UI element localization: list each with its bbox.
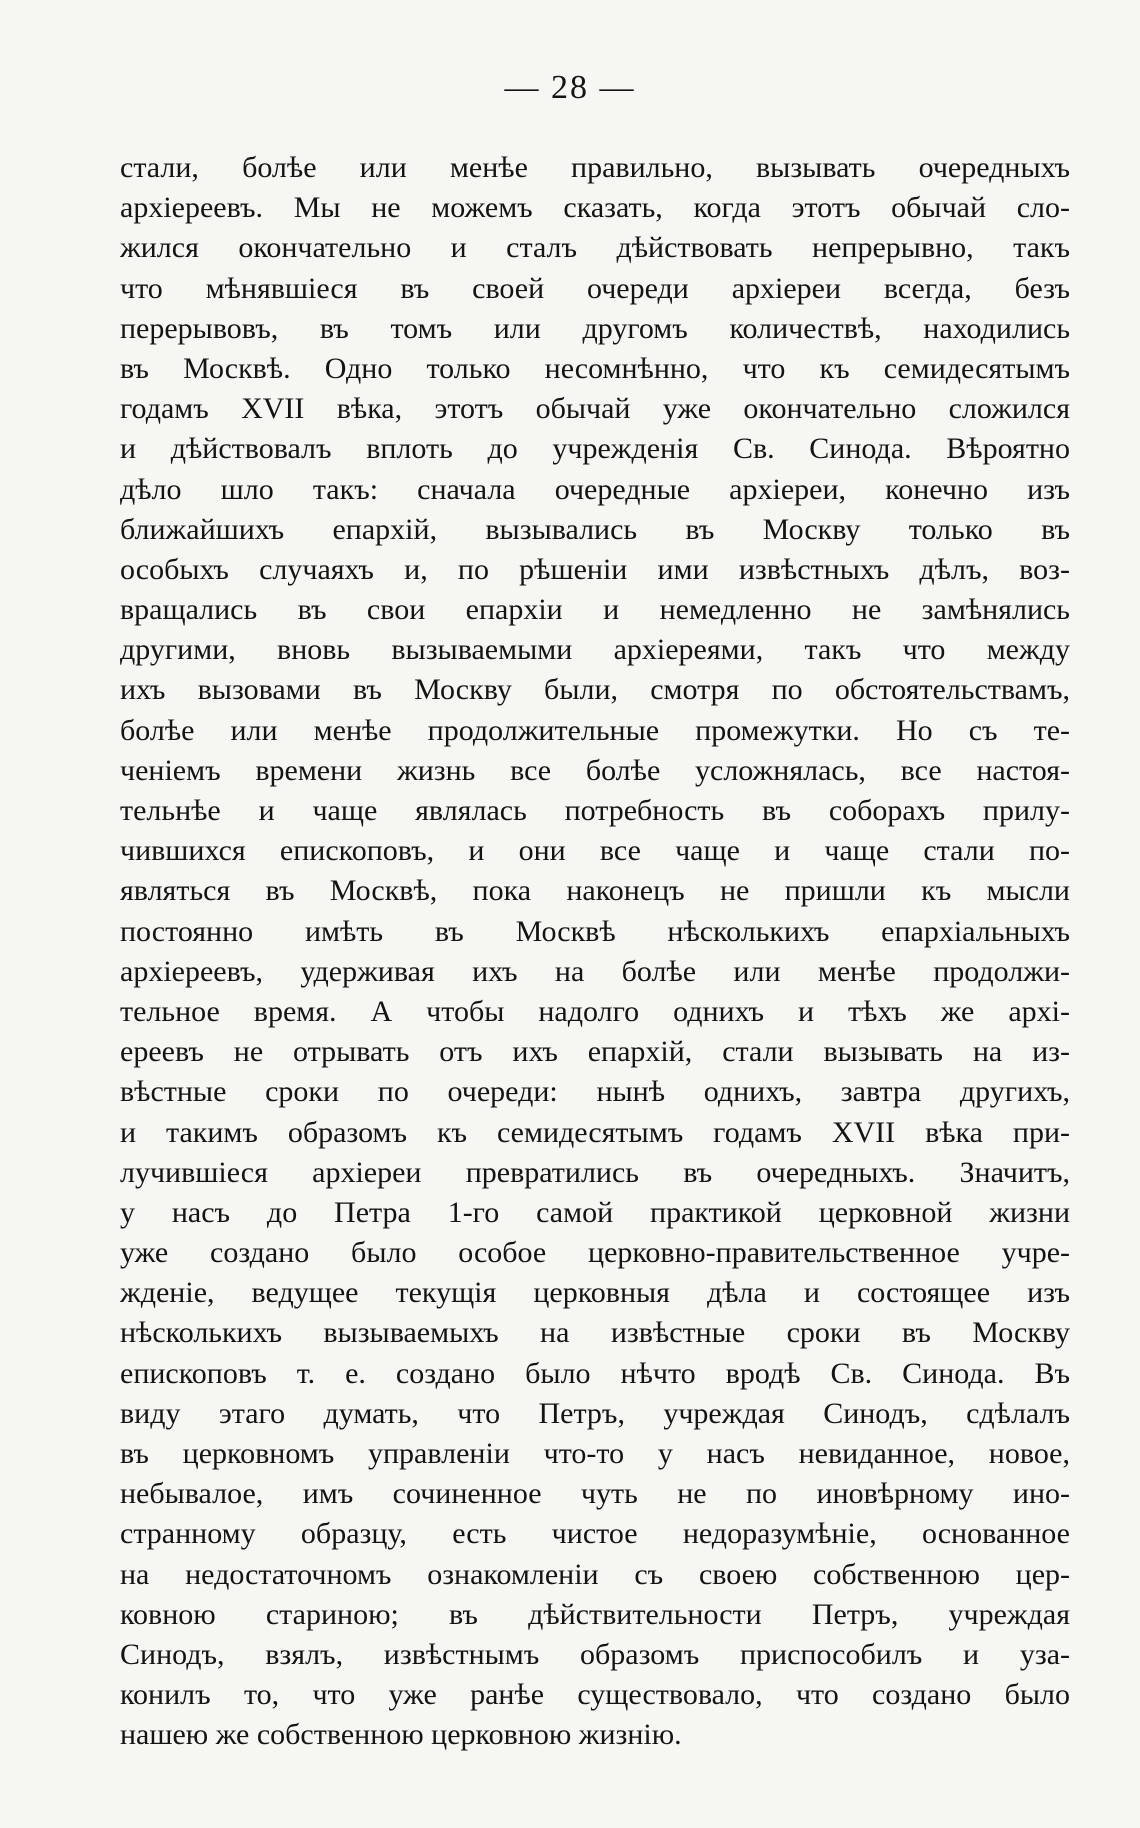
- text-line: вращались въ свои епархіи и немедленно не замѣнялись: [120, 593, 1070, 627]
- text-line: нѣсколькихъ вызываемыхъ на извѣстные сроки въ Москву: [120, 1316, 1070, 1350]
- text-line: конилъ то, что уже ранѣе существовало, что создано было: [120, 1678, 1070, 1712]
- text-line: что мѣнявшіеся въ своей очереди архіереи всегда, безъ: [120, 271, 1070, 305]
- text-line: жился окончательно и сталъ дѣйствовать непрерывно, такъ: [120, 231, 1070, 265]
- text-line: ереевъ не отрывать отъ ихъ епархій, стали вызывать на из-: [120, 1035, 1070, 1069]
- text-line: особыхъ случаяхъ и, по рѣшеніи ими извѣстныхъ дѣлъ, воз-: [120, 552, 1070, 586]
- text-line: жденіе, ведущее текущія церковныя дѣла и состоящее изъ: [120, 1276, 1070, 1310]
- text-line: лучившіеся архіереи превратились въ очередныхъ. Значитъ,: [120, 1155, 1070, 1189]
- text-line: другими, вновь вызываемыми архіереями, такъ что между: [120, 633, 1070, 667]
- text-line: вѣстные сроки по очереди: нынѣ однихъ, завтра другихъ,: [120, 1075, 1070, 1109]
- text-line: архіереевъ. Мы не можемъ сказать, когда этотъ обычай сло-: [120, 191, 1070, 225]
- text-line: перерывовъ, въ томъ или другомъ количествѣ, находились: [120, 311, 1070, 345]
- text-line: на недостаточномъ ознакомленіи съ своею собственною цер-: [120, 1557, 1070, 1591]
- text-line: тельное время. А чтобы надолго однихъ и тѣхъ же архі-: [120, 994, 1070, 1028]
- text-line: и такимъ образомъ къ семидесятымъ годамъ XVII вѣка при-: [120, 1115, 1070, 1149]
- text-line: ближайшихъ епархій, вызывались въ Москву только въ: [120, 512, 1070, 546]
- text-line: странному образцу, есть чистое недоразумѣніе, основанное: [120, 1517, 1070, 1551]
- text-line: чившихся епископовъ, и они все чаще и чаще стали по-: [120, 834, 1070, 868]
- body-text: [120, 148, 1070, 1756]
- text-line: являться въ Москвѣ, пока наконецъ не пришли къ мысли: [120, 874, 1070, 908]
- text-line: нашею же собственною церковною жизнію.: [120, 1718, 682, 1752]
- text-line: небывалое, имъ сочиненное чуть не по иновѣрному ино-: [120, 1477, 1070, 1511]
- text-line: въ Москвѣ. Одно только несомнѣнно, что къ семидесятымъ: [120, 351, 1070, 385]
- text-line: годамъ XVII вѣка, этотъ обычай уже окончательно сложился: [120, 392, 1070, 426]
- text-line: у насъ до Петра 1-го самой практикой церковной жизни: [120, 1195, 1070, 1229]
- text-line: стали, болѣе или менѣе правильно, вызывать очередныхъ: [120, 151, 1070, 184]
- text-line: болѣе или менѣе продолжительные промежутки. Но съ те-: [120, 713, 1070, 747]
- text-line: виду этаго думать, что Петръ, учреждая Синодъ, сдѣлалъ: [120, 1396, 1070, 1430]
- text-line: архіереевъ, удерживая ихъ на болѣе или менѣе продолжи-: [120, 954, 1070, 988]
- text-line: епископовъ т. е. создано было нѣчто вродѣ Св. Синода. Въ: [120, 1356, 1070, 1390]
- text-line: въ церковномъ управленіи что-то у насъ невиданное, новое,: [120, 1437, 1070, 1470]
- text-line: Синодъ, взялъ, извѣстнымъ образомъ приспособилъ и уза-: [120, 1637, 1070, 1671]
- text-line: постоянно имѣть въ Москвѣ нѣсколькихъ епархіальныхъ: [120, 914, 1070, 948]
- text-line: ковною стариною; въ дѣйствительности Петръ, учреждая: [120, 1597, 1070, 1631]
- text-line: и дѣйствовалъ вплоть до учрежденія Св. Синода. Вѣроятно: [120, 432, 1070, 466]
- text-line: дѣло шло такъ: сначала очередные архіереи, конечно изъ: [120, 472, 1070, 506]
- page-number: — 28 —: [504, 69, 636, 106]
- text-line: ченіемъ времени жизнь все болѣе усложнялась, все настоя-: [120, 753, 1070, 787]
- text-line: тельнѣе и чаще являлась потребность въ соборахъ прилу-: [120, 794, 1070, 827]
- text-line: ихъ вызовами въ Москву были, смотря по обстоятельствамъ,: [120, 673, 1070, 707]
- text-line: уже создано было особое церковно-правительственное учре-: [120, 1236, 1070, 1270]
